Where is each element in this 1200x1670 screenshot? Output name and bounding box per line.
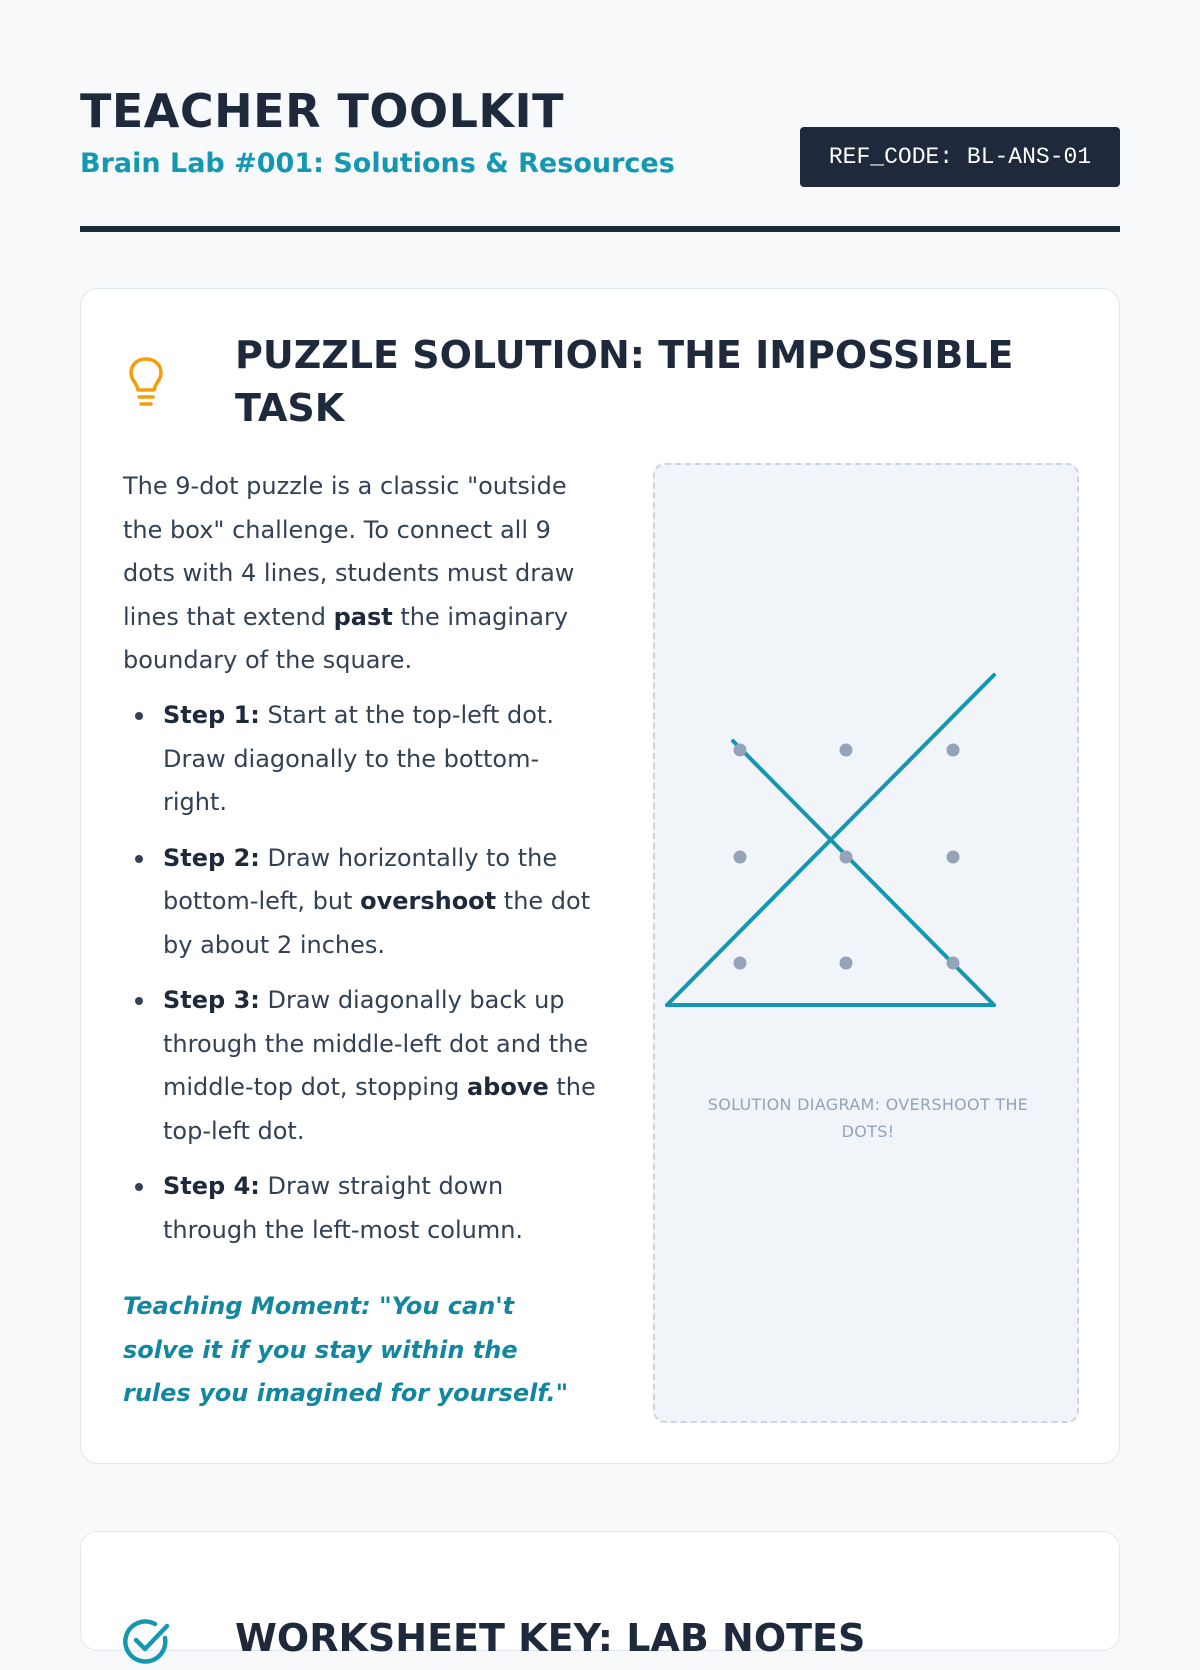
step-text: Draw horizontally to the bottom-left, but xyxy=(163,843,558,915)
check-circle-icon xyxy=(121,1614,171,1670)
step-label: Step 2: xyxy=(163,843,260,872)
bullet-icon xyxy=(135,1183,143,1191)
ref-code-badge: REF_CODE: BL-ANS-01 xyxy=(800,127,1120,187)
card-title: PUZZLE SOLUTION: THE IMPOSSIBLE TASK xyxy=(235,333,1014,430)
list-item xyxy=(123,694,603,825)
step-label: Step 4: xyxy=(163,1172,260,1200)
dot xyxy=(947,957,960,970)
step-text: Start at the top-left dot. Draw diagonally to the bottom-right. xyxy=(163,701,554,816)
step-label: Step 3: xyxy=(163,986,260,1014)
page-header xyxy=(80,80,1120,232)
diagram-caption: SOLUTION DIAGRAM: OVERSHOOT THE DOTS! xyxy=(707,1095,1029,1141)
dot xyxy=(947,744,960,757)
puzzle-solution-card xyxy=(80,288,1120,1464)
dot xyxy=(840,957,853,970)
dot xyxy=(734,851,747,864)
intro-text-end: the imaginary boundary of the square. xyxy=(123,602,569,674)
dot xyxy=(734,957,747,970)
nine-dot-diagram xyxy=(655,465,1081,1425)
intro-emphasis: past xyxy=(333,602,393,631)
list-item xyxy=(123,837,603,968)
bullet-icon xyxy=(135,712,143,720)
card-title: WORKSHEET KEY: LAB NOTES xyxy=(235,1616,866,1660)
intro-text: The 9-dot puzzle is a classic "outside the box" challenge. To connect all 9 dots with 4 lines, students must draw lines that extend xyxy=(123,472,575,631)
dot xyxy=(734,744,747,757)
bullet-icon xyxy=(135,997,143,1005)
step-text: Draw straight down through the left-most column. xyxy=(163,1172,524,1244)
solution-diagram xyxy=(653,463,1079,1423)
lightbulb-icon xyxy=(121,355,171,411)
solution-lines xyxy=(667,675,994,1005)
list-item xyxy=(123,979,603,1153)
page-title: TEACHER TOOLKIT xyxy=(80,84,565,138)
step-emphasis: above xyxy=(466,1073,549,1101)
dot xyxy=(840,851,853,864)
worksheet-key-card xyxy=(80,1531,1120,1660)
step-text-end: the top-left dot. xyxy=(163,1073,596,1145)
dot xyxy=(840,744,853,757)
steps-list xyxy=(123,694,603,1264)
intro-paragraph xyxy=(123,465,593,683)
dot xyxy=(947,851,960,864)
bullet-icon xyxy=(135,855,143,863)
page-subtitle: Brain Lab #001: Solutions & Resources xyxy=(80,148,675,179)
step-emphasis: overshoot xyxy=(360,887,497,915)
teaching-moment: Teaching Moment: "You can't solve it if you stay within the rules you imagined for yourself." xyxy=(123,1292,569,1407)
step-text: Draw diagonally back up through the middle-left dot and the middle-top dot, stopping xyxy=(163,986,589,1101)
step-text-end: the dot by about 2 inches. xyxy=(163,887,591,959)
list-item xyxy=(123,1165,603,1252)
step-label: Step 1: xyxy=(163,701,260,729)
